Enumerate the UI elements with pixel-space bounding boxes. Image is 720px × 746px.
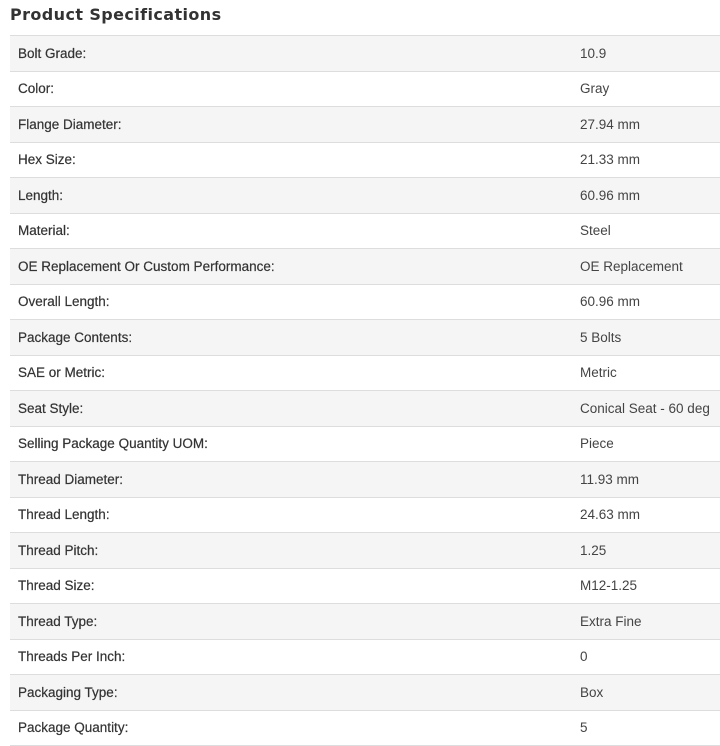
specifications-table-body bbox=[10, 36, 720, 746]
spec-label: Thread Size: bbox=[10, 568, 580, 604]
spec-label: Overall Length: bbox=[10, 284, 580, 320]
spec-value: Piece bbox=[580, 426, 720, 462]
spec-label: Flange Diameter: bbox=[10, 107, 580, 143]
section-title: Product Specifications bbox=[10, 5, 222, 24]
spec-value: 21.33 mm bbox=[580, 142, 720, 178]
spec-row bbox=[10, 426, 720, 462]
spec-row bbox=[10, 178, 720, 214]
spec-row bbox=[10, 142, 720, 178]
spec-row bbox=[10, 497, 720, 533]
spec-label: Seat Style: bbox=[10, 391, 580, 427]
spec-value: 10.9 bbox=[580, 36, 720, 72]
spec-row bbox=[10, 639, 720, 675]
spec-label: Thread Diameter: bbox=[10, 462, 580, 498]
spec-label: Package Quantity: bbox=[10, 710, 580, 746]
spec-label: Threads Per Inch: bbox=[10, 639, 580, 675]
spec-row bbox=[10, 71, 720, 107]
spec-value: OE Replacement bbox=[580, 249, 720, 285]
spec-label: OE Replacement Or Custom Performance: bbox=[10, 249, 580, 285]
spec-row bbox=[10, 710, 720, 746]
spec-label: Color: bbox=[10, 71, 580, 107]
spec-value: 60.96 mm bbox=[580, 178, 720, 214]
spec-row bbox=[10, 213, 720, 249]
spec-value: Gray bbox=[580, 71, 720, 107]
spec-value: 11.93 mm bbox=[580, 462, 720, 498]
spec-row bbox=[10, 355, 720, 391]
spec-label: Material: bbox=[10, 213, 580, 249]
spec-row bbox=[10, 284, 720, 320]
spec-value: 0 bbox=[580, 639, 720, 675]
spec-value: 24.63 mm bbox=[580, 497, 720, 533]
spec-value: 5 bbox=[580, 710, 720, 746]
spec-value: 27.94 mm bbox=[580, 107, 720, 143]
spec-row bbox=[10, 533, 720, 569]
spec-label: Package Contents: bbox=[10, 320, 580, 356]
spec-value: Box bbox=[580, 675, 720, 711]
spec-value: 1.25 bbox=[580, 533, 720, 569]
spec-label: Selling Package Quantity UOM: bbox=[10, 426, 580, 462]
spec-value: Conical Seat - 60 deg bbox=[580, 391, 720, 427]
spec-value: 60.96 mm bbox=[580, 284, 720, 320]
spec-label: Thread Length: bbox=[10, 497, 580, 533]
spec-label: Thread Pitch: bbox=[10, 533, 580, 569]
spec-row bbox=[10, 462, 720, 498]
spec-row bbox=[10, 107, 720, 143]
spec-value: M12-1.25 bbox=[580, 568, 720, 604]
spec-label: Bolt Grade: bbox=[10, 36, 580, 72]
spec-row bbox=[10, 604, 720, 640]
spec-value: Extra Fine bbox=[580, 604, 720, 640]
spec-row bbox=[10, 249, 720, 285]
spec-label: Thread Type: bbox=[10, 604, 580, 640]
spec-value: Steel bbox=[580, 213, 720, 249]
spec-row bbox=[10, 320, 720, 356]
specifications-table bbox=[10, 35, 720, 746]
spec-label: SAE or Metric: bbox=[10, 355, 580, 391]
spec-label: Packaging Type: bbox=[10, 675, 580, 711]
spec-label: Hex Size: bbox=[10, 142, 580, 178]
spec-value: Metric bbox=[580, 355, 720, 391]
spec-row bbox=[10, 568, 720, 604]
spec-row bbox=[10, 675, 720, 711]
spec-label: Length: bbox=[10, 178, 580, 214]
spec-row bbox=[10, 36, 720, 72]
spec-row bbox=[10, 391, 720, 427]
spec-value: 5 Bolts bbox=[580, 320, 720, 356]
